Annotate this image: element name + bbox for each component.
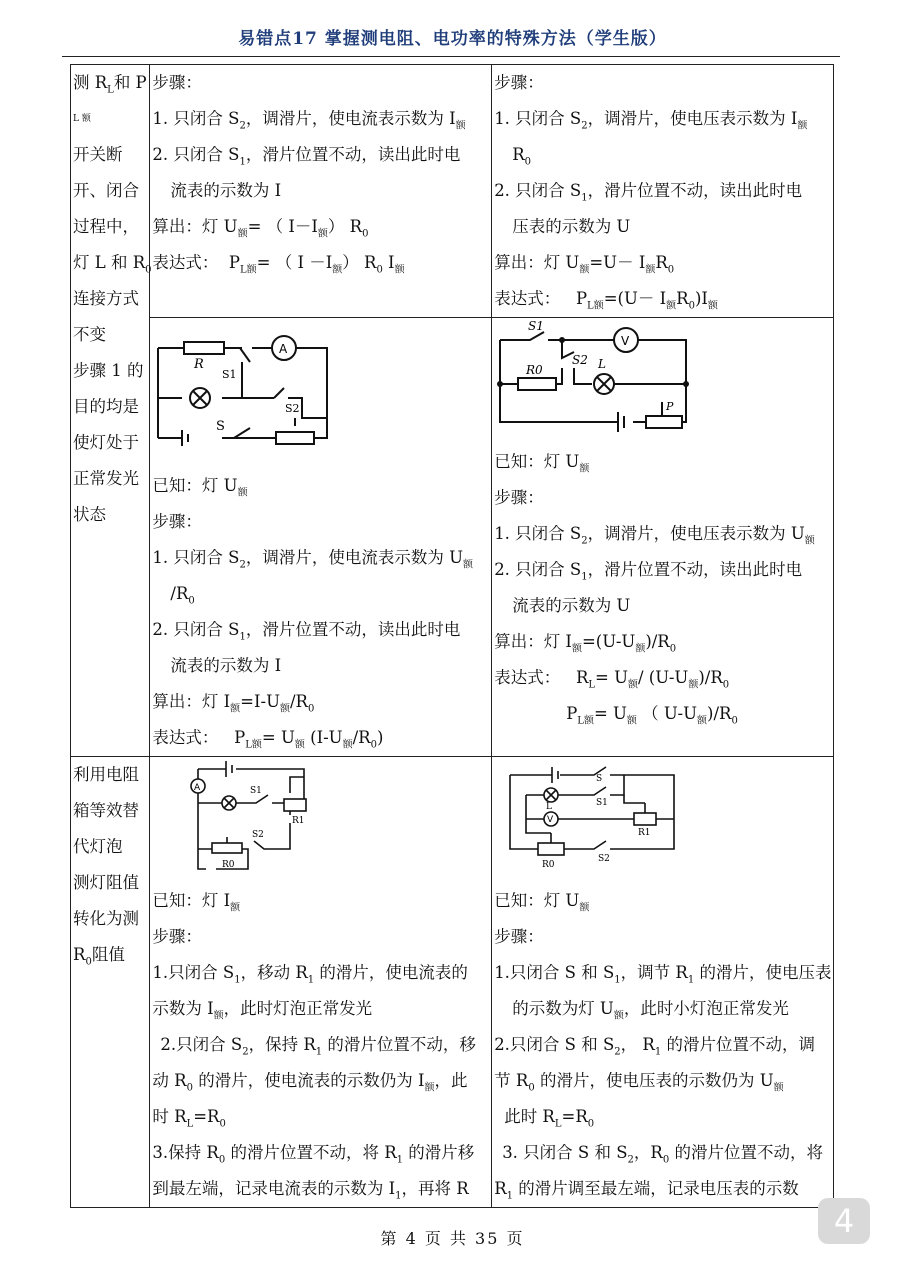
switch-s1-label: S1 bbox=[222, 368, 237, 381]
page-header: 易错点17 掌握测电阻、电功率的特殊方法（学生版） bbox=[238, 29, 667, 49]
methods-table bbox=[70, 64, 834, 1208]
lamp-l-label: L bbox=[598, 357, 607, 371]
resistor-r0-label: R0 bbox=[222, 860, 235, 870]
row3-description-cell: 利用电阻 箱等效替 代灯泡 测灯阻值 转化为测 $R_0$阻值 bbox=[71, 757, 150, 1208]
row1-description-cell: 测 $R_L$和 P L 额 开关断 开、闭合 过程中， 灯 L 和 $R_0$ 连接方式 不变 步骤 1 的 目的均是 使灯处于 正常发光 状态 bbox=[71, 65, 150, 757]
page-number-badge: 4 bbox=[818, 1198, 870, 1244]
ammeter-circuit-diagram bbox=[152, 318, 482, 468]
switch-s-label: S bbox=[216, 419, 226, 434]
row1-voltmeter-method: 步骤： 1. 只闭合 $S_2$，调滑片，使电压表示数为 $I_额$ $R_0$ 2. 只闭合 $S_1$，滑片位置不动，读出此时电 压表的示数为 U 算出：灯 $U_额=U- I_额R_0$ 表达式： $P_{L额}=(U- I_额R_0)I_额$ bbox=[492, 65, 834, 318]
resistor-r0-label: R0 bbox=[542, 860, 555, 870]
row3-voltmeter-substitution: S L S1 V R1 R0 S2 已知：灯 $U_额$ 步骤： 1.只闭合 S 和 $S_1$，调节 $R_1$ 的滑片，使电压表 的示数为灯 $U_额$，此时小灯泡正常发光 2.只闭合 S 和 $S_2$， $R_1$ 的滑片位置不动，调 节 $R_0$ 的滑片，使电压表的示数仍为 $U_额$ 此时 $R_L=R_0$ 3. 只闭合 S 和 $S_2$，$R_0$ 的滑片位置不动，将 $R_1$ 的滑片调至最左端，记录电压表的示数 bbox=[492, 757, 834, 1208]
page-footer: 第 4 页 共 35 页 bbox=[380, 1229, 525, 1248]
switch-s2-label: S2 bbox=[252, 830, 265, 840]
slider-p-label: P bbox=[666, 400, 674, 413]
switch-s1-label: S1 bbox=[250, 786, 263, 796]
substitution-voltmeter-circuit bbox=[494, 757, 824, 883]
ammeter-label: A bbox=[279, 342, 288, 356]
lamp-l-label: L bbox=[546, 802, 553, 812]
switch-s-label: S bbox=[596, 774, 603, 784]
switch-s2-label: S2 bbox=[598, 854, 611, 864]
switch-s1-label: S1 bbox=[528, 319, 545, 333]
row2-voltmeter-method: S1 S2 V R0 L P 已知：灯 $U_额$ 步骤： 1. 只闭合 $S_2$，调滑片，使电压表示数为 $U_额$ 2. 只闭合 $S_1$，滑片位置不动，读出此时电 流表的示数为 U 算出：灯 $I_额=(U-U_额)/R_0$ 表达式： $R_L= U_额/$ $(U-U_额)/R_0$ $P_{L额}= U_额$ （ $U-U_额)/R_0$ bbox=[492, 318, 834, 757]
table-row bbox=[71, 65, 834, 318]
switch-s1-label: S1 bbox=[596, 798, 609, 808]
resistor-r-label: R bbox=[194, 357, 205, 372]
table-row bbox=[71, 318, 834, 757]
resistor-r0-label: R0 bbox=[526, 363, 543, 377]
ammeter-label: A bbox=[194, 783, 201, 793]
table-row bbox=[71, 757, 834, 1208]
voltmeter-label: V bbox=[547, 815, 554, 825]
header-rule bbox=[62, 56, 840, 57]
row1-ammeter-method: 步骤： 1. 只闭合 $S_2$，调滑片，使电流表示数为 $I_额$ 2. 只闭合 $S_1$，滑片位置不动，读出此时电 流表的示数为 I 算出：灯 $U_额=$ （ $I-I_额$） $R_0$ 表达式： $P_{L额}=$ （ $I -I_额$） $R_0$ $I_额$ bbox=[150, 65, 492, 318]
resistor-r1-label: R1 bbox=[292, 816, 305, 826]
row3-ammeter-substitution: A S1 R1 S2 R0 已知：灯 $I_额$ 步骤： 1.只闭合 $S_1$，移动 $R_1$ 的滑片，使电流表的 示数为 $I_额$，此时灯泡正常发光 2.只闭合 $S_2$，保持 $R_1$ 的滑片位置不动，移 动 $R_0$ 的滑片，使电流表的示数仍为 $I_额$，此 时 $R_L=R_0$ 3.保持 $R_0$ 的滑片位置不动，将 $R_1$ 的滑片移 到最左端，记录电流表的示数为 $I_1$，再将 R bbox=[150, 757, 492, 1208]
voltmeter-label: V bbox=[621, 334, 630, 348]
voltmeter-circuit-diagram bbox=[494, 318, 824, 444]
switch-s2-label: S2 bbox=[572, 353, 589, 367]
switch-s2-label: S2 bbox=[285, 402, 300, 415]
substitution-ammeter-circuit bbox=[152, 757, 482, 883]
resistor-r1-label: R1 bbox=[638, 828, 651, 838]
row2-ammeter-method: R A S1 S2 S 已知：灯 $U_额$ 步骤： 1. 只闭合 $S_2$，调滑片，使电流表示数为 $U_额$ $/R_0$ 2. 只闭合 $S_1$，滑片位置不动，读出此时电 流表的示数为 I 算出：灯 $I_额=I-U_额/R_0$ 表达式： $P_{L额}= U_额$ $(I-U_额/R_0)$ bbox=[150, 318, 492, 757]
